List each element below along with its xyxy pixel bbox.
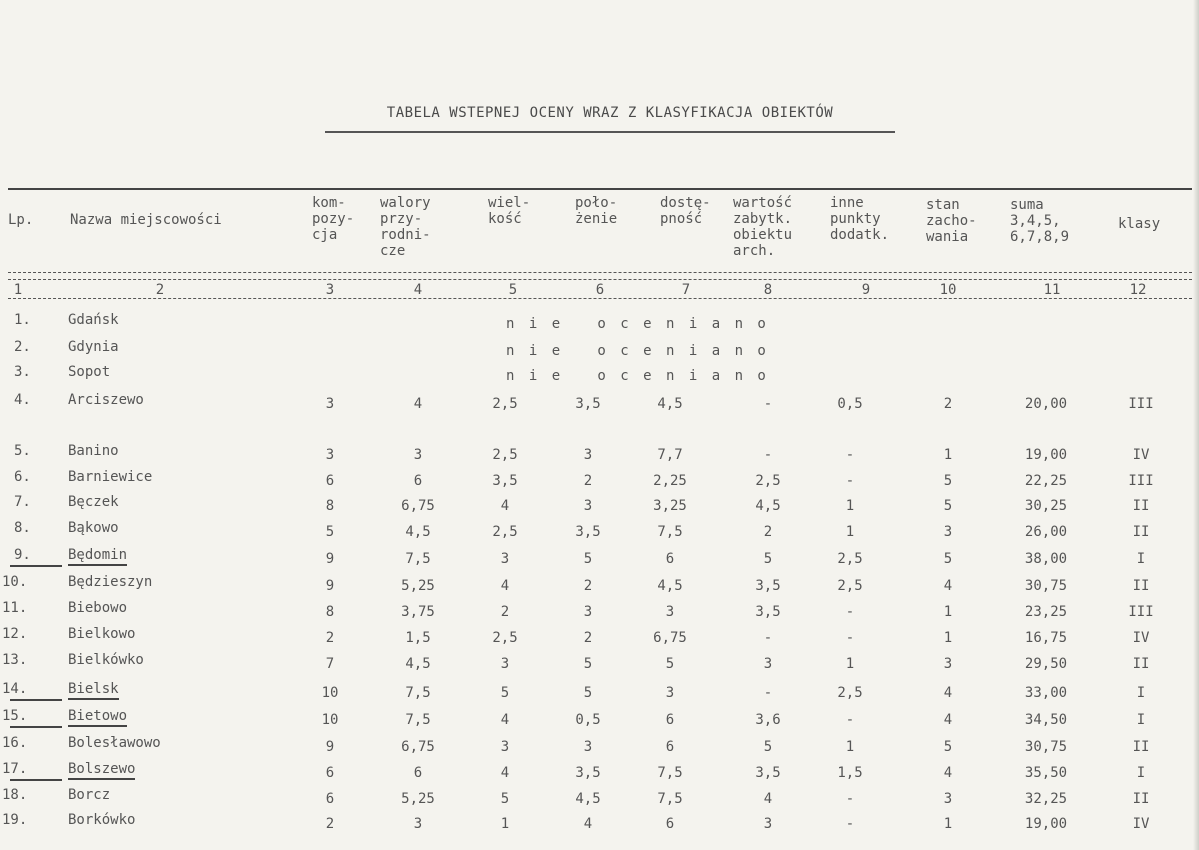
table-row (0, 469, 1199, 489)
cell-c3: 9 (325, 551, 335, 567)
cell-c5: 2,5 (492, 447, 518, 463)
place-name: Gdynia (68, 339, 119, 355)
table-row (0, 626, 1199, 646)
place-name: Bolesławowo (68, 735, 161, 751)
cell-c4: 5,25 (401, 791, 435, 807)
cell-c12: IV (1132, 816, 1150, 832)
place-name: Bąkowo (68, 520, 119, 536)
cell-c12: III (1128, 473, 1154, 489)
cell-c4: 6,75 (401, 739, 435, 755)
cell-c6: 2 (583, 473, 593, 489)
cell-c12: II (1132, 524, 1150, 540)
place-name: Biebowo (68, 600, 128, 616)
cell-c8: 4,5 (755, 498, 781, 514)
cell-c9: - (845, 604, 855, 620)
table-row (0, 574, 1199, 594)
column-number-10: 10 (939, 282, 957, 298)
cell-c10: 3 (943, 524, 953, 540)
table-row (0, 312, 1199, 332)
cell-c8: 3 (763, 816, 773, 832)
table-row (0, 339, 1199, 359)
cell-c11: 33,00 (1024, 685, 1068, 701)
place-name: Gdańsk (68, 312, 119, 328)
row-number: 3. (14, 364, 31, 380)
header-extra-points: inne punkty dodatk. (830, 195, 890, 243)
cell-c11: 26,00 (1024, 524, 1068, 540)
cell-c5: 5 (500, 685, 510, 701)
cell-c4: 7,5 (405, 551, 431, 567)
cell-c4: 7,5 (405, 712, 431, 728)
cell-c11: 35,50 (1024, 765, 1068, 781)
column-number-12: 12 (1129, 282, 1147, 298)
place-name: Będzieszyn (68, 574, 153, 590)
cell-c8: - (763, 630, 773, 646)
cell-c3: 10 (321, 685, 339, 701)
cell-c12: I (1136, 765, 1146, 781)
cell-c7: 7,5 (657, 765, 683, 781)
cell-c6: 4,5 (575, 791, 601, 807)
cell-c8: 3,5 (755, 604, 781, 620)
cell-c9: 2,5 (837, 685, 863, 701)
row-number: 10. (2, 574, 28, 590)
place-name: Sopot (68, 364, 111, 380)
cell-c11: 19,00 (1024, 816, 1068, 832)
place-name: Bolszewo (68, 761, 135, 780)
cell-c9: 1 (845, 498, 855, 514)
cell-c6: 4 (583, 816, 593, 832)
cell-c8: 4 (763, 791, 773, 807)
cell-c6: 3 (583, 498, 593, 514)
cell-c7: 7,7 (657, 447, 683, 463)
cell-c10: 5 (943, 498, 953, 514)
cell-c7: 2,25 (653, 473, 687, 489)
cell-c3: 9 (325, 739, 335, 755)
not-rated-note: n i e o c e n i a n o (506, 343, 769, 359)
cell-c3: 2 (325, 630, 335, 646)
cell-c5: 2,5 (492, 524, 518, 540)
title-underline (325, 131, 895, 133)
cell-c11: 32,25 (1024, 791, 1068, 807)
cell-c11: 30,75 (1024, 739, 1068, 755)
cell-c8: 5 (763, 739, 773, 755)
cell-c5: 5 (500, 791, 510, 807)
number-underline (10, 726, 62, 728)
header-name: Nazwa miejscowości (70, 212, 222, 228)
cell-c4: 3 (413, 816, 423, 832)
column-number-7: 7 (681, 282, 691, 298)
row-number: 14. (2, 681, 28, 697)
place-name: Bęczek (68, 494, 119, 510)
document-title: TABELA WSTEPNEJ OCENY WRAZ Z KLASYFIKACJA OBIEKTÓW (386, 105, 834, 121)
cell-c3: 3 (325, 447, 335, 463)
cell-c10: 4 (943, 765, 953, 781)
cell-c3: 10 (321, 712, 339, 728)
table-row (0, 392, 1199, 412)
cell-c9: - (845, 473, 855, 489)
column-number-8: 8 (763, 282, 773, 298)
place-name: Bielsk (68, 681, 119, 700)
table-row (0, 812, 1199, 832)
cell-c4: 4 (413, 396, 423, 412)
cell-c4: 7,5 (405, 685, 431, 701)
place-name: Borkówko (68, 812, 136, 828)
cell-c8: 5 (763, 551, 773, 567)
column-number-4: 4 (413, 282, 423, 298)
cell-c5: 4 (500, 765, 510, 781)
cell-c11: 22,25 (1024, 473, 1068, 489)
cell-c3: 6 (325, 473, 335, 489)
cell-c7: 4,5 (657, 396, 683, 412)
cell-c9: 1 (845, 739, 855, 755)
cell-c5: 4 (500, 578, 510, 594)
cell-c9: 1,5 (837, 765, 863, 781)
page-edge-shadow (1193, 0, 1199, 850)
cell-c6: 3,5 (575, 765, 601, 781)
place-name: Banino (68, 443, 119, 459)
cell-c9: - (845, 816, 855, 832)
cell-c5: 4 (500, 712, 510, 728)
number-underline (10, 779, 62, 781)
table-row (0, 761, 1199, 781)
cell-c12: IV (1132, 447, 1150, 463)
cell-c12: II (1132, 578, 1150, 594)
cell-c3: 7 (325, 656, 335, 672)
cell-c10: 1 (943, 604, 953, 620)
row-number: 5. (14, 443, 31, 459)
cell-c12: III (1128, 604, 1154, 620)
cell-c7: 7,5 (657, 524, 683, 540)
cell-c7: 6 (665, 739, 675, 755)
cell-c12: I (1136, 551, 1146, 567)
header-sum: suma 3,4,5, 6,7,8,9 (1010, 197, 1070, 245)
header-natural-values: walory przy- rodni- cze (380, 195, 431, 259)
cell-c12: II (1132, 656, 1150, 672)
cell-c9: 1 (845, 524, 855, 540)
header-class: klasy (1118, 216, 1161, 232)
cell-c9: 1 (845, 656, 855, 672)
cell-c5: 3,5 (492, 473, 518, 489)
cell-c6: 3,5 (575, 396, 601, 412)
cell-c11: 29,50 (1024, 656, 1068, 672)
cell-c6: 0,5 (575, 712, 601, 728)
cell-c6: 3 (583, 604, 593, 620)
table-row (0, 787, 1199, 807)
cell-c10: 1 (943, 816, 953, 832)
place-name: Bielkowo (68, 626, 136, 642)
cell-c6: 2 (583, 578, 593, 594)
table-row (0, 494, 1199, 514)
cell-c11: 23,25 (1024, 604, 1068, 620)
cell-c7: 3,25 (653, 498, 687, 514)
column-number-3: 3 (325, 282, 335, 298)
cell-c4: 6,75 (401, 498, 435, 514)
place-name: Barniewice (68, 469, 153, 485)
cell-c6: 5 (583, 685, 593, 701)
cell-c11: 30,25 (1024, 498, 1068, 514)
table-top-rule (8, 188, 1192, 190)
cell-c10: 2 (943, 396, 953, 412)
row-number: 19. (2, 812, 28, 828)
cell-c9: 0,5 (837, 396, 863, 412)
cell-c4: 6 (413, 765, 423, 781)
header-condition: stan zacho- wania (926, 197, 977, 245)
row-number: 11. (2, 600, 28, 616)
cell-c9: - (845, 791, 855, 807)
cell-c11: 16,75 (1024, 630, 1068, 646)
cell-c8: - (763, 685, 773, 701)
cell-c3: 8 (325, 604, 335, 620)
cell-c12: IV (1132, 630, 1150, 646)
cell-c10: 4 (943, 578, 953, 594)
table-row (0, 652, 1199, 672)
table-row (0, 708, 1199, 728)
cell-c8: - (763, 447, 773, 463)
cell-c6: 3 (583, 447, 593, 463)
not-rated-note: n i e o c e n i a n o (506, 368, 769, 384)
cell-c7: 3 (665, 604, 675, 620)
row-number: 1. (14, 312, 31, 328)
cell-c11: 34,50 (1024, 712, 1068, 728)
cell-c7: 6 (665, 551, 675, 567)
cell-c3: 6 (325, 791, 335, 807)
cell-c3: 5 (325, 524, 335, 540)
cell-c4: 6 (413, 473, 423, 489)
cell-c9: - (845, 447, 855, 463)
cell-c5: 1 (500, 816, 510, 832)
place-name: Bielkówko (68, 652, 144, 668)
cell-c12: III (1128, 396, 1154, 412)
cell-c7: 6,75 (653, 630, 687, 646)
header-location: poło- żenie (575, 195, 618, 227)
cell-c8: - (763, 396, 773, 412)
cell-c3: 2 (325, 816, 335, 832)
cell-c10: 5 (943, 551, 953, 567)
header-size: wiel- kość (488, 195, 531, 227)
cell-c9: - (845, 712, 855, 728)
place-name: Arciszewo (68, 392, 144, 408)
cell-c8: 3 (763, 656, 773, 672)
header-rule-double (8, 279, 1192, 280)
cell-c10: 1 (943, 630, 953, 646)
cell-c5: 3 (500, 739, 510, 755)
cell-c6: 5 (583, 656, 593, 672)
table-row (0, 681, 1199, 701)
cell-c3: 6 (325, 765, 335, 781)
cell-c6: 3 (583, 739, 593, 755)
cell-c3: 8 (325, 498, 335, 514)
cell-c6: 2 (583, 630, 593, 646)
cell-c12: II (1132, 739, 1150, 755)
cell-c6: 5 (583, 551, 593, 567)
cell-c11: 19,00 (1024, 447, 1068, 463)
row-number: 12. (2, 626, 28, 642)
table-row (0, 520, 1199, 540)
column-number-11: 11 (1043, 282, 1061, 298)
header-rule (8, 272, 1192, 273)
cell-c11: 38,00 (1024, 551, 1068, 567)
cell-c3: 3 (325, 396, 335, 412)
cell-c12: I (1136, 712, 1146, 728)
cell-c10: 4 (943, 685, 953, 701)
row-number: 16. (2, 735, 28, 751)
cell-c4: 3,75 (401, 604, 435, 620)
cell-c9: 2,5 (837, 578, 863, 594)
row-number: 2. (14, 339, 31, 355)
table-row (0, 600, 1199, 620)
cell-c5: 2,5 (492, 396, 518, 412)
cell-c4: 1,5 (405, 630, 431, 646)
column-number-rule (8, 298, 1192, 299)
cell-c9: 2,5 (837, 551, 863, 567)
column-number-9: 9 (861, 282, 871, 298)
row-number: 13. (2, 652, 28, 668)
row-number: 18. (2, 787, 28, 803)
cell-c3: 9 (325, 578, 335, 594)
row-number: 17. (2, 761, 28, 777)
column-number-2: 2 (155, 282, 165, 298)
cell-c7: 5 (665, 656, 675, 672)
row-number: 15. (2, 708, 28, 724)
cell-c4: 3 (413, 447, 423, 463)
cell-c12: I (1136, 685, 1146, 701)
row-number: 9. (14, 547, 31, 563)
cell-c8: 3,5 (755, 765, 781, 781)
cell-c11: 20,00 (1024, 396, 1068, 412)
cell-c7: 6 (665, 816, 675, 832)
number-underline (10, 699, 62, 701)
cell-c10: 3 (943, 656, 953, 672)
cell-c11: 30,75 (1024, 578, 1068, 594)
row-number: 8. (14, 520, 31, 536)
cell-c10: 1 (943, 447, 953, 463)
cell-c10: 3 (943, 791, 953, 807)
cell-c5: 3 (500, 551, 510, 567)
cell-c5: 2 (500, 604, 510, 620)
cell-c7: 6 (665, 712, 675, 728)
header-composition: kom- pozy- cja (312, 195, 355, 243)
cell-c10: 5 (943, 739, 953, 755)
cell-c5: 4 (500, 498, 510, 514)
row-number: 7. (14, 494, 31, 510)
cell-c12: II (1132, 791, 1150, 807)
cell-c9: - (845, 630, 855, 646)
cell-c8: 3,5 (755, 578, 781, 594)
cell-c8: 2 (763, 524, 773, 540)
cell-c5: 3 (500, 656, 510, 672)
place-name: Będomin (68, 547, 127, 566)
cell-c10: 5 (943, 473, 953, 489)
column-number-5: 5 (508, 282, 518, 298)
row-number: 6. (14, 469, 31, 485)
cell-c12: II (1132, 498, 1150, 514)
table-row (0, 547, 1199, 567)
place-name: Borcz (68, 787, 111, 803)
cell-c8: 2,5 (755, 473, 781, 489)
place-name: Bietowo (68, 708, 127, 727)
not-rated-note: n i e o c e n i a n o (506, 316, 769, 332)
cell-c8: 3,6 (755, 712, 781, 728)
number-underline (10, 565, 62, 567)
cell-c7: 3 (665, 685, 675, 701)
cell-c4: 4,5 (405, 656, 431, 672)
header-monument-value: wartość zabytk. obiektu arch. (733, 195, 793, 259)
cell-c4: 4,5 (405, 524, 431, 540)
cell-c10: 4 (943, 712, 953, 728)
column-number-6: 6 (595, 282, 605, 298)
table-row (0, 443, 1199, 463)
table-row (0, 364, 1199, 384)
cell-c6: 3,5 (575, 524, 601, 540)
row-number: 4. (14, 392, 31, 408)
column-number-1: 1 (13, 282, 23, 298)
cell-c7: 4,5 (657, 578, 683, 594)
cell-c5: 2,5 (492, 630, 518, 646)
header-lp: Lp. (8, 212, 34, 228)
cell-c4: 5,25 (401, 578, 435, 594)
table-row (0, 735, 1199, 755)
header-accessibility: dostę- pność (660, 195, 711, 227)
cell-c7: 7,5 (657, 791, 683, 807)
